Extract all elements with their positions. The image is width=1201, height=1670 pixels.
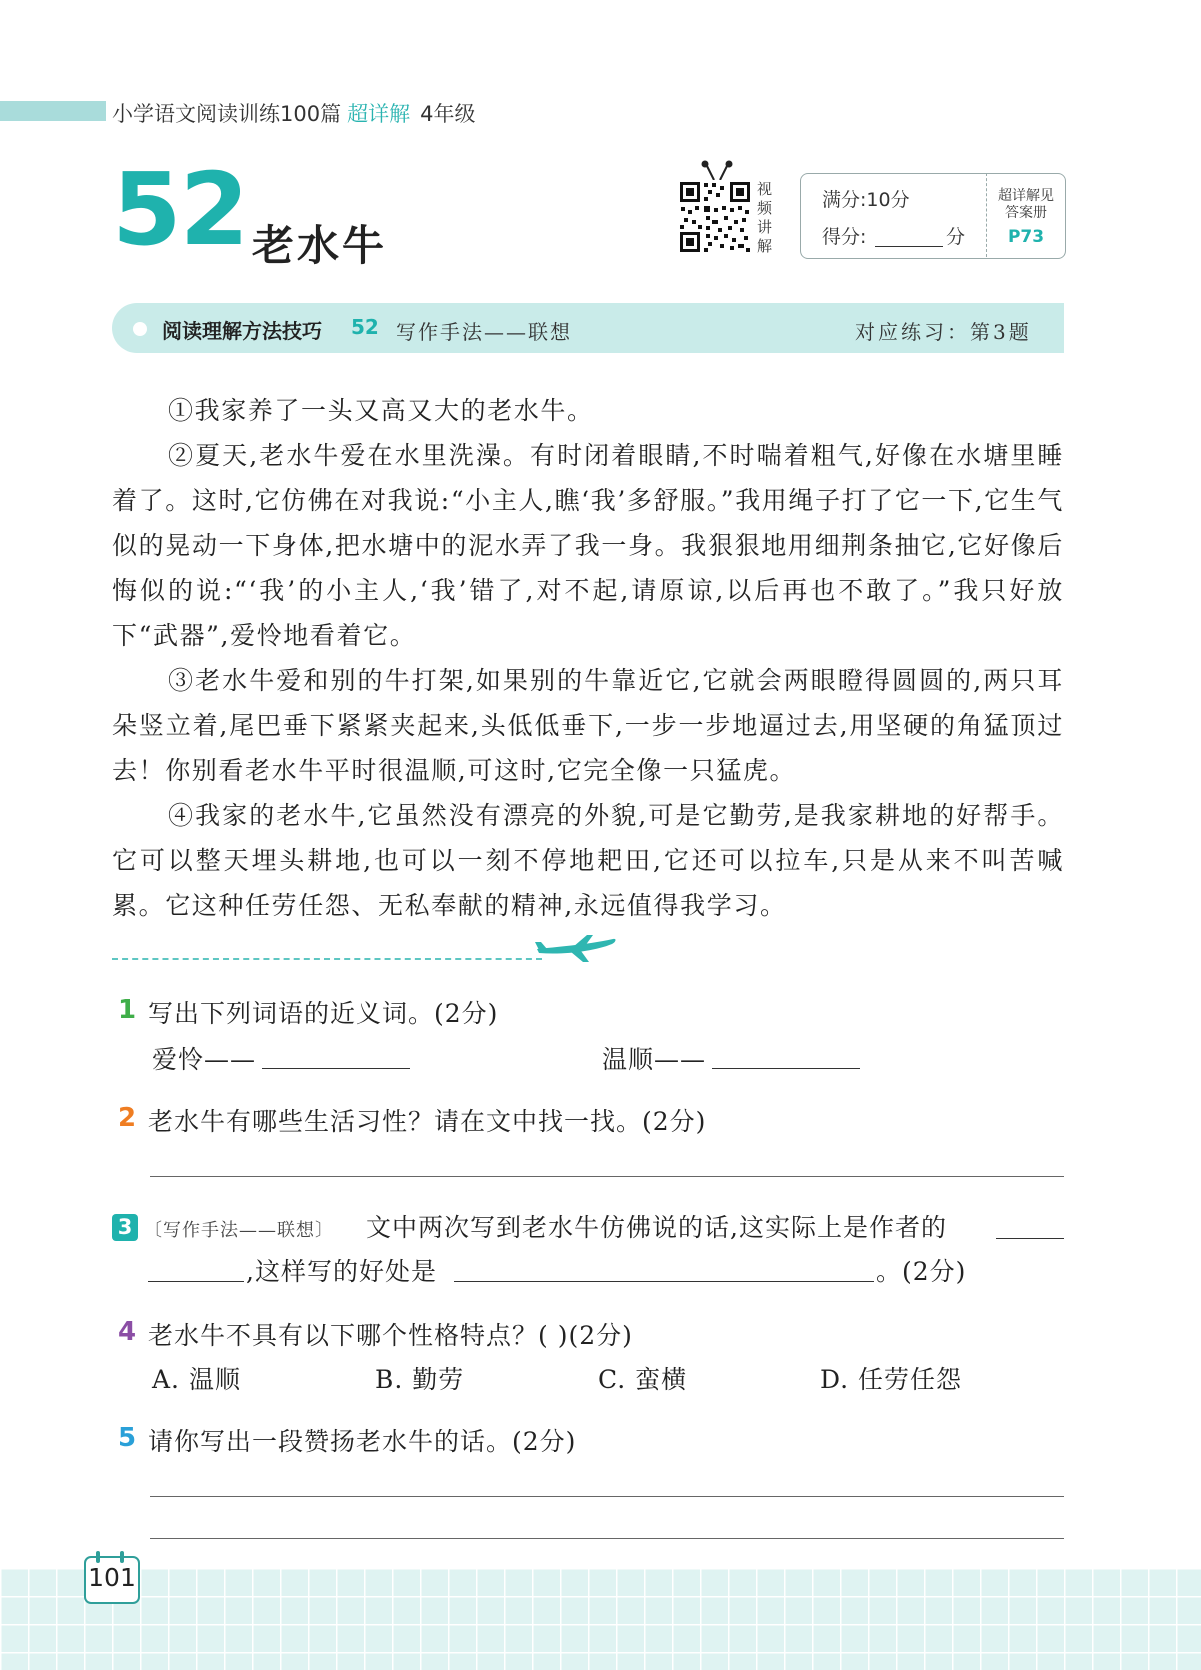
got-score-unit: 分 [946, 226, 966, 248]
qr-label-char: 讲 [757, 218, 773, 236]
book-title [112, 98, 475, 128]
answer-blank[interactable] [148, 1281, 244, 1282]
answer-line[interactable] [150, 1176, 1064, 1177]
question-3-text-b: ,这样写的好处是 [246, 1257, 437, 1286]
passage-paragraph-4: ④我家的老水牛,它虽然没有漂亮的外貌,可是它勤劳,是我家耕地的好帮手。它可以整天埋头耕地,也可以一刻不停地耙田,它还可以拉车,只是从来不叫苦喊累。它这种任劳任怨、无私奉献的精神,永远值得我学习。 [112, 801, 1064, 920]
synonym-word-b: 温顺—— [602, 1045, 707, 1074]
section-divider [112, 958, 542, 960]
method-number: 52 [351, 315, 379, 339]
passage-paragraph-1: ①我家养了一头又高又大的老水牛。 [168, 396, 594, 425]
question-3-text-c: 。(2分) [876, 1257, 967, 1286]
book-title-prefix: 小学语文阅读训练100篇 [112, 102, 342, 126]
answer-blank[interactable] [454, 1281, 874, 1282]
qr-code-icon[interactable] [678, 180, 752, 254]
footer-grid [0, 1568, 1201, 1670]
answer-note-line2: 答案册 [1005, 205, 1047, 221]
method-topic: 写作手法——联想 [396, 320, 572, 344]
qr-label-char: 解 [757, 237, 773, 255]
question-number: 1 [118, 995, 137, 1025]
question-number: 4 [118, 1317, 137, 1347]
question-1-text: 写出下列词语的近义词。(2分) [148, 999, 499, 1028]
question-5-text: 请你写出一段赞扬老水牛的话。(2分) [148, 1427, 577, 1456]
book-title-highlight: 超详解 [347, 102, 411, 126]
lesson-number: 52 [112, 151, 248, 268]
score-box-divider [986, 173, 987, 257]
airplane-icon [535, 933, 617, 963]
header-band [0, 101, 106, 121]
calendar-ring [120, 1551, 124, 1563]
answer-page: P73 [1007, 227, 1045, 247]
option-b[interactable]: B. 勤劳 [375, 1365, 465, 1394]
answer-line[interactable] [150, 1538, 1064, 1539]
question-number: 2 [118, 1103, 137, 1133]
synonym-answer-b[interactable] [712, 1068, 860, 1069]
lesson-title: 老水牛 [252, 221, 388, 270]
qr-label [757, 180, 777, 256]
qr-label-char: 视 [757, 180, 773, 198]
question-number-badge: 3 [112, 1214, 138, 1241]
book-title-grade: 4年级 [420, 102, 476, 126]
option-c[interactable]: C. 蛮横 [598, 1365, 688, 1394]
synonym-word-a: 爱怜—— [152, 1045, 257, 1074]
option-d[interactable]: D. 任劳任怨 [820, 1365, 963, 1394]
question-number: 5 [118, 1423, 137, 1453]
got-score-label: 得分: [822, 226, 867, 248]
got-score-blank[interactable] [875, 246, 943, 247]
passage-paragraph-3: ③老水牛爱和别的牛打架,如果别的牛靠近它,它就会两眼瞪得圆圆的,两只耳朵竖立着,尾巴垂下紧紧夹起来,头低低垂下,一步一步地逼过去,用坚硬的角猛顶过去！你别看老水牛平时很温顺,可这时,它完全像一只猛虎。 [112, 666, 1064, 785]
answer-note [990, 188, 1062, 222]
question-3-text-a: 文中两次写到老水牛仿佛说的话,这实际上是作者的 [366, 1213, 947, 1242]
question-2-text: 老水牛有哪些生活习性？请在文中找一找。(2分) [148, 1107, 707, 1136]
question-3-tag: 〔写作手法——联想〕 [144, 1220, 334, 1241]
page-number: 101 [88, 1563, 136, 1592]
question-4-text: 老水牛不具有以下哪个性格特点？( )(2分) [148, 1321, 633, 1350]
answer-note-line1: 超详解见 [998, 188, 1054, 204]
option-a[interactable]: A. 温顺 [152, 1365, 241, 1394]
bullet-dot-icon [133, 322, 147, 336]
qr-label-char: 频 [757, 199, 773, 217]
synonym-answer-a[interactable] [262, 1068, 410, 1069]
method-practice: 对应练习：第3题 [855, 320, 1032, 344]
calendar-ring [96, 1551, 100, 1563]
answer-blank[interactable] [996, 1238, 1064, 1239]
full-score: 满分:10分 [822, 189, 910, 211]
tv-antenna-icon [692, 160, 742, 182]
method-label: 阅读理解方法技巧 [162, 319, 322, 343]
answer-line[interactable] [150, 1496, 1064, 1497]
passage-paragraph-2: ②夏天,老水牛爱在水里洗澡。有时闭着眼睛,不时喘着粗气,好像在水塘里睡着了。这时,它仿佛在对我说:“小主人,瞧‘我’多舒服。”我用绳子打了它一下,它生气似的晃动一下身体,把水塘中的泥水弄了我一身。我狠狠地用细荆条抽它,它好像后悔似的说:“‘我’的小主人,‘我’错了,对不起,请原谅,以后再也不敢了。”我只好放下“武器”,爱怜地看着它。 [112, 441, 1064, 650]
